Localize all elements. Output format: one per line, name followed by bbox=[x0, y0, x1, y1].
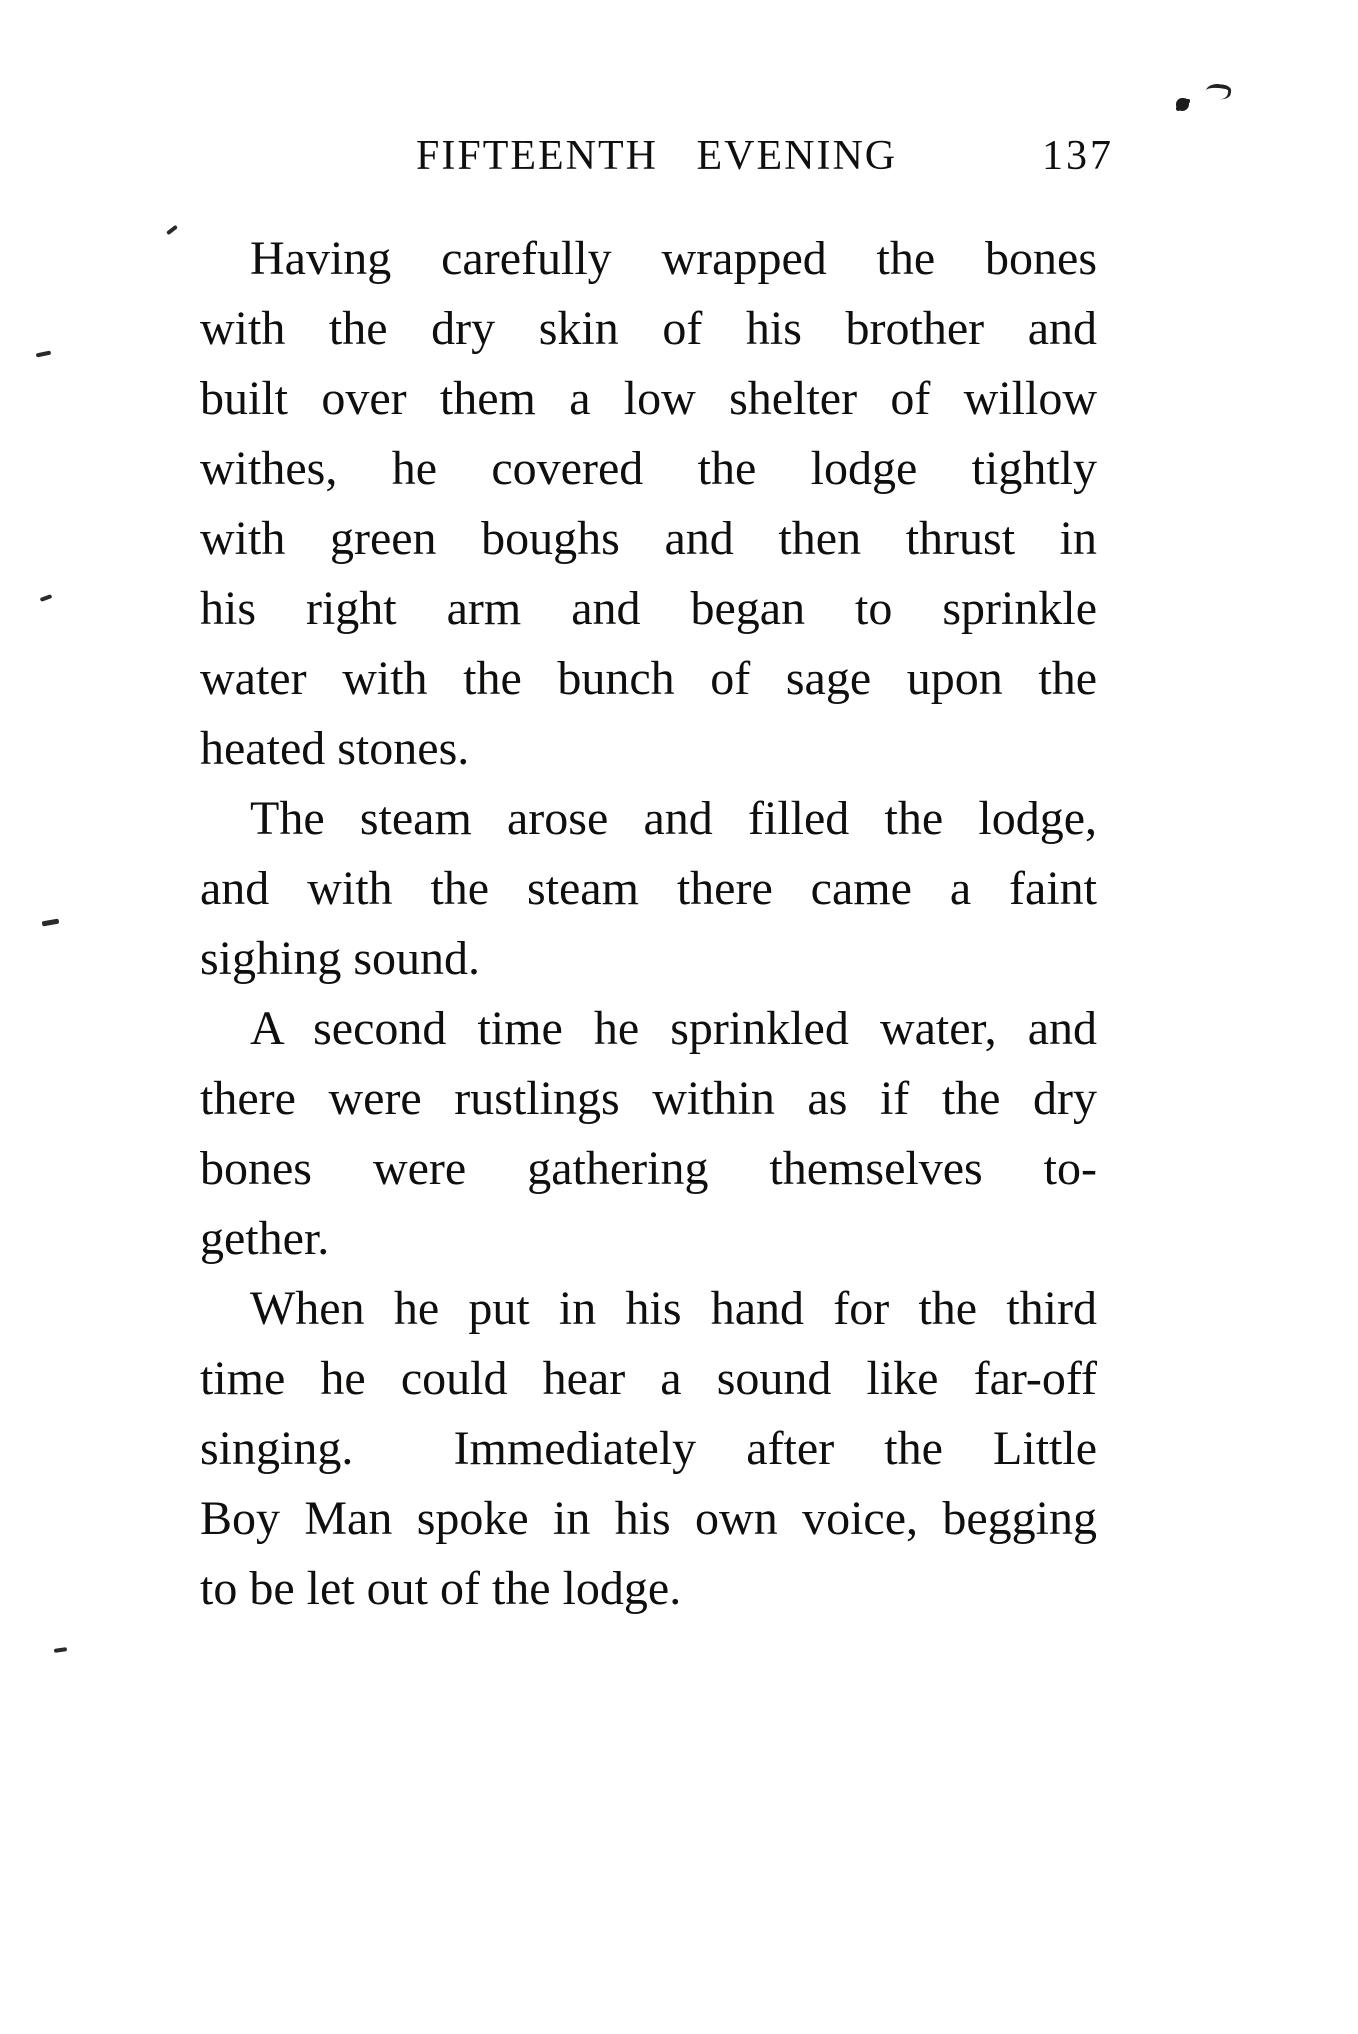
paragraph-1-line-3: built over them a low shelter of willow bbox=[200, 372, 1097, 425]
paragraph-1-line-4: withes, he covered the lodge tightly bbox=[200, 442, 1097, 495]
running-title: FIFTEENTH EVENING bbox=[416, 133, 898, 179]
margin-mark-4 bbox=[42, 919, 60, 927]
ink-speck bbox=[1176, 98, 1189, 111]
page-text bbox=[200, 224, 1097, 1624]
margin-mark-2 bbox=[36, 350, 52, 357]
paragraph-4-line-5: to be let out of the lodge. bbox=[200, 1562, 682, 1615]
paragraph-3-line-2: there were rustlings within as if the dry bbox=[200, 1072, 1097, 1125]
page-number: 137 bbox=[1042, 133, 1114, 179]
paragraph-1-line-2: with the dry skin of his brother and bbox=[200, 302, 1097, 355]
paragraph-2-line-1: The steam arose and filled the lodge, bbox=[250, 792, 1097, 845]
paragraph-3-line-4: gether. bbox=[200, 1212, 330, 1265]
paragraph-1-line-5: with green boughs and then thrust in bbox=[200, 512, 1097, 565]
paragraph-1-line-6: his right arm and began to sprinkle bbox=[200, 582, 1097, 635]
paragraph-3-line-3: bones were gathering themselves to- bbox=[200, 1142, 1097, 1195]
paragraph-1-line-1: Having carefully wrapped the bones bbox=[250, 232, 1097, 285]
paragraph-3-line-1: A second time he sprinkled water, and bbox=[250, 1002, 1097, 1055]
margin-mark-1 bbox=[166, 225, 178, 236]
paragraph-4-line-2: time he could hear a sound like far-off bbox=[200, 1352, 1097, 1405]
margin-mark-3 bbox=[40, 594, 53, 602]
paragraph-1-line-8: heated stones. bbox=[200, 722, 470, 775]
paragraph-2-line-3: sighing sound. bbox=[200, 932, 481, 985]
paragraph-1-line-7: water with the bunch of sage upon the bbox=[200, 652, 1097, 705]
ink-squiggle bbox=[1205, 83, 1232, 101]
paragraph-4-line-1: When he put in his hand for the third bbox=[250, 1282, 1097, 1335]
paragraph-2-line-2: and with the steam there came a faint bbox=[200, 862, 1097, 915]
margin-mark-5 bbox=[54, 1647, 67, 1653]
paragraph-4-line-4: Boy Man spoke in his own voice, begging bbox=[200, 1492, 1097, 1545]
paragraph-4-line-3: singing. Immediately after the Little bbox=[200, 1422, 1097, 1475]
